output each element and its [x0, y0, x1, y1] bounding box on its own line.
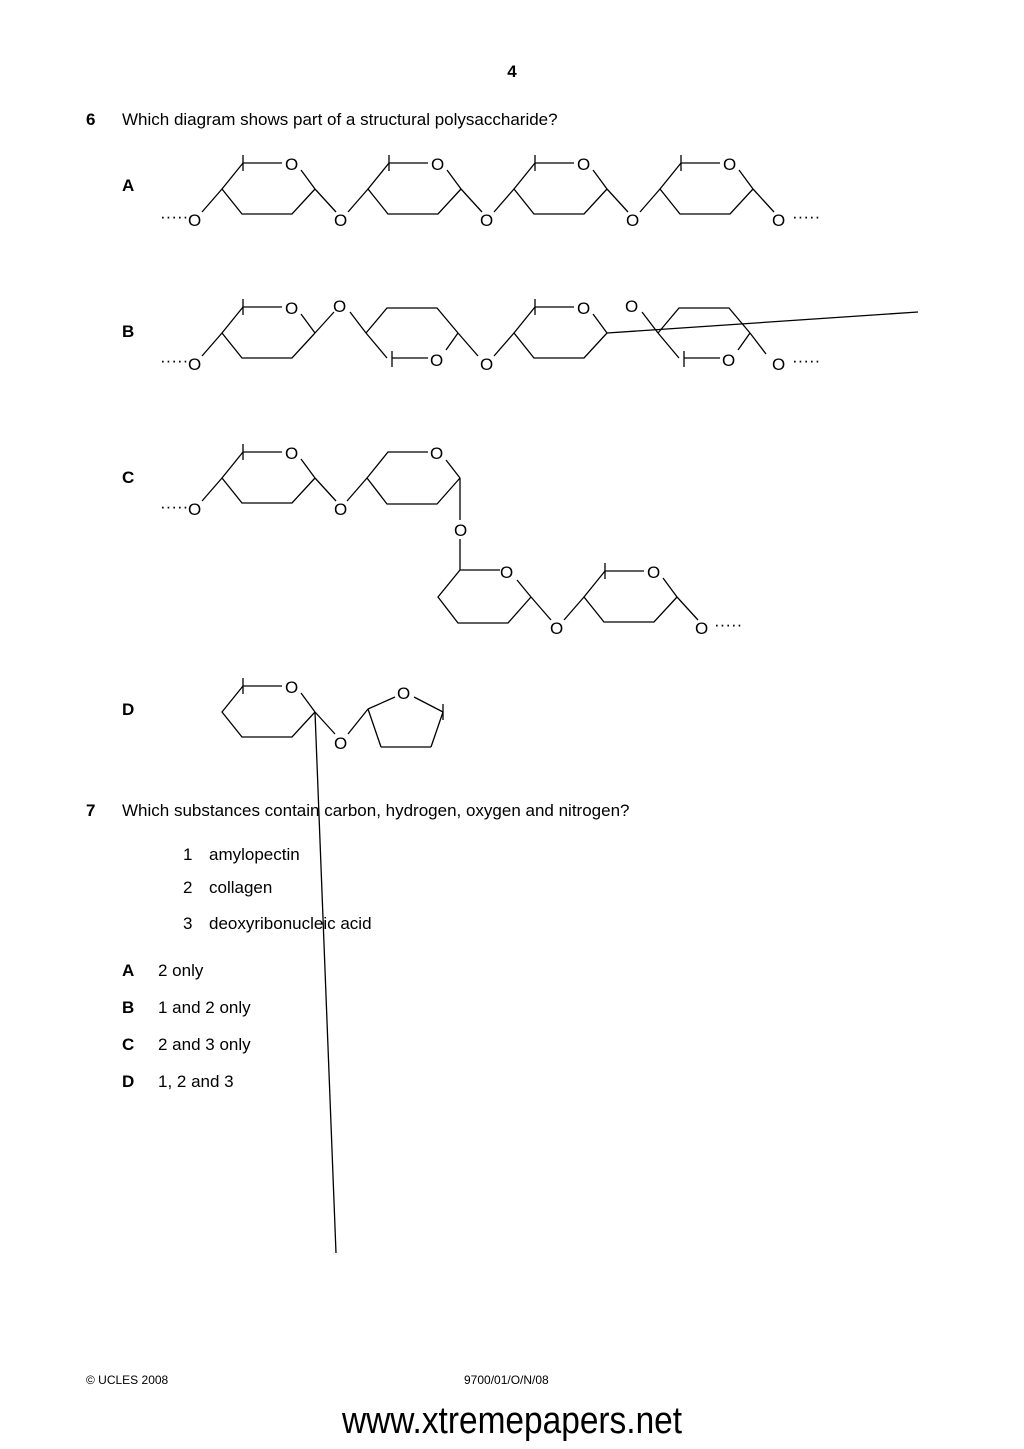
diagram-b-chain	[160, 297, 918, 374]
oxygen-atom-label: O	[285, 155, 299, 174]
oxygen-atom-label: O	[334, 734, 348, 753]
oxygen-atom-label: O	[480, 355, 494, 374]
watermark-url: www.xtremepapers.net	[341, 1400, 683, 1442]
diagram-d-disaccharide	[222, 678, 443, 1253]
q7-option-b-label[interactable]: B	[122, 998, 135, 1017]
oxygen-atom-label: O	[695, 619, 709, 638]
oxygen-atom-label: O	[188, 211, 202, 230]
oxygen-atom-label: O	[577, 299, 591, 318]
ring-4	[640, 155, 774, 214]
q7-item-3-text: deoxyribonucleic acid	[209, 914, 372, 933]
page-number: 4	[507, 62, 517, 81]
q6-option-b-label[interactable]: B	[122, 322, 135, 341]
oxygen-atom-label: O	[500, 563, 514, 582]
question-7-text: Which substances contain carbon, hydrogen, oxygen and nitrogen?	[122, 801, 630, 820]
q7-option-b-text[interactable]: 1 and 2 only	[158, 998, 251, 1017]
ring-down-2	[642, 308, 766, 370]
oxygen-atom-label: O	[285, 444, 299, 463]
oxygen-atom-label: O	[285, 299, 299, 318]
oxygen-atom-label: O	[480, 211, 494, 230]
footer-paper-code: 9700/01/O/N/08	[464, 1373, 549, 1387]
question-6-number: 6	[86, 110, 96, 129]
oxygen-atom-label: O	[722, 351, 736, 370]
oxygen-atom-label: O	[772, 355, 786, 374]
ring-up-1	[202, 299, 334, 358]
oxygen-atom-label: O	[430, 444, 444, 463]
oxygen-atom-label: O	[333, 297, 347, 316]
ring-1	[202, 155, 336, 214]
oxygen-atom-label: O	[772, 211, 786, 230]
oxygen-atom-label: O	[285, 678, 299, 697]
ring-c2	[347, 444, 460, 520]
oxygen-atom-label: O	[626, 211, 640, 230]
chain-continuation-dots: ·····	[714, 615, 743, 634]
oxygen-atom-label: O	[431, 155, 445, 174]
question-6-text: Which diagram shows part of a structural polysaccharide?	[122, 110, 558, 129]
q7-item-3-number: 3	[183, 914, 193, 933]
ring-2	[348, 155, 482, 214]
ring-c1	[202, 444, 336, 503]
oxygen-atom-label: O	[625, 297, 639, 316]
q6-option-a-label[interactable]: A	[122, 176, 135, 195]
q7-item-1-number: 1	[183, 845, 193, 864]
q7-option-a-text[interactable]: 2 only	[158, 961, 204, 980]
oxygen-atom-label: O	[334, 500, 348, 519]
chain-continuation-dots: ·····	[160, 207, 189, 226]
question-7-number: 7	[86, 801, 96, 820]
oxygen-atom-label: O	[334, 211, 348, 230]
diagram-a-chain	[160, 155, 820, 230]
footer-copyright: © UCLES 2008	[86, 1373, 169, 1387]
oxygen-atom-label: O	[577, 155, 591, 174]
oxygen-atom-label: O	[188, 500, 202, 519]
chain-continuation-dots: ·····	[160, 497, 189, 516]
q7-item-2-text: collagen	[209, 878, 273, 897]
oxygen-atom-label: O	[647, 563, 661, 582]
diagram-c-chain	[160, 444, 742, 638]
oxygen-atom-label: O	[188, 355, 202, 374]
chain-continuation-dots: ·····	[160, 351, 189, 370]
chain-continuation-dots: ·····	[792, 207, 821, 226]
q7-option-d-label[interactable]: D	[122, 1072, 135, 1091]
ring-down-1	[350, 308, 478, 370]
oxygen-atom-label: O	[723, 155, 737, 174]
ring-c4	[564, 563, 698, 622]
ring-up-2	[494, 299, 918, 358]
oxygen-atom-label: O	[454, 521, 468, 540]
q6-option-d-label[interactable]: D	[122, 700, 135, 719]
q7-option-a-label[interactable]: A	[122, 961, 135, 980]
q7-option-c-label[interactable]: C	[122, 1035, 135, 1054]
ring-3	[494, 155, 628, 214]
oxygen-atom-label: O	[430, 351, 444, 370]
chain-continuation-dots: ·····	[792, 351, 821, 370]
q7-item-2-number: 2	[183, 878, 193, 897]
q7-item-1-text: amylopectin	[209, 845, 300, 864]
q7-option-d-text[interactable]: 1, 2 and 3	[158, 1072, 234, 1091]
oxygen-atom-label: O	[550, 619, 564, 638]
q7-option-c-text[interactable]: 2 and 3 only	[158, 1035, 251, 1054]
oxygen-atom-label: O	[397, 684, 411, 703]
q6-option-c-label[interactable]: C	[122, 468, 135, 487]
ring-c3	[438, 563, 551, 623]
